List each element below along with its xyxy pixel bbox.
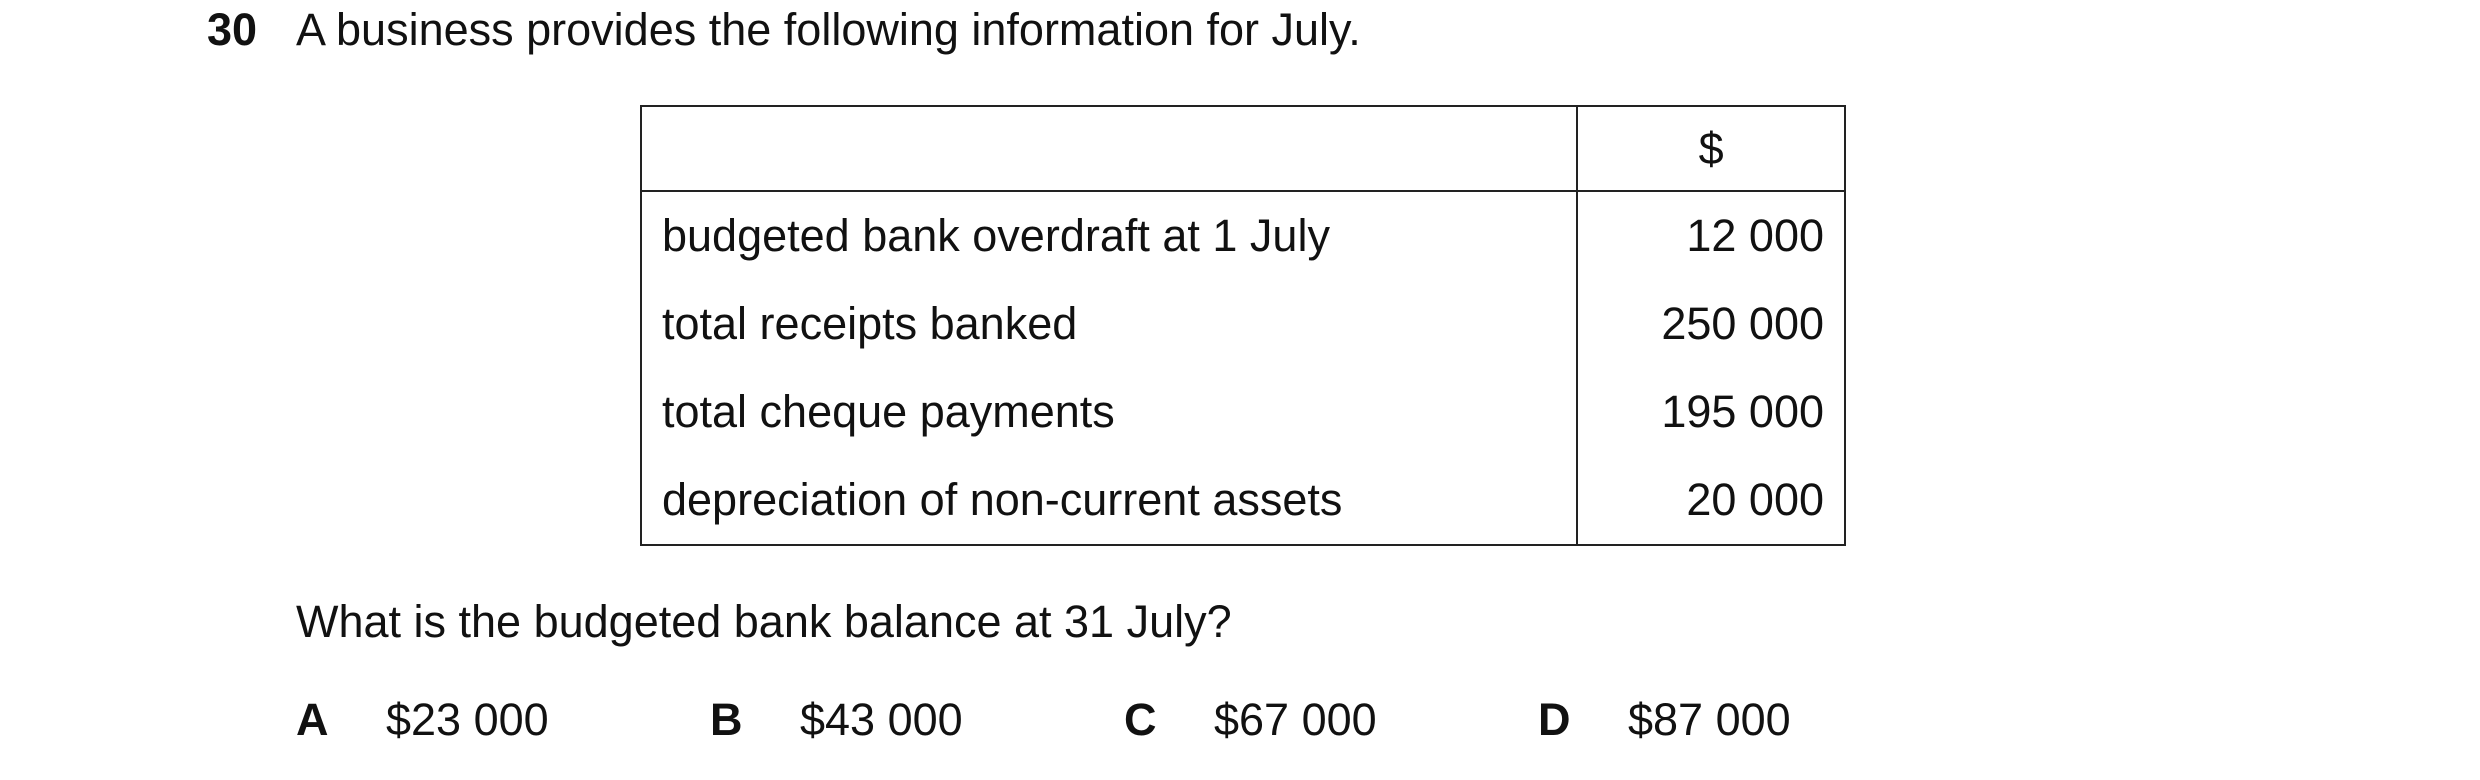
option-a[interactable]	[296, 694, 549, 746]
row-label: budgeted bank overdraft at 1 July	[641, 191, 1577, 280]
row-label: depreciation of non-current assets	[641, 456, 1577, 545]
table-row	[641, 456, 1845, 545]
option-letter: B	[710, 694, 743, 745]
row-amount: 250 000	[1577, 280, 1845, 368]
table-header-row	[641, 106, 1845, 191]
row-amount: 12 000	[1577, 191, 1845, 280]
option-text: $23 000	[386, 694, 549, 745]
option-b[interactable]	[710, 694, 963, 746]
answer-options	[0, 694, 2480, 750]
question-prompt: What is the budgeted bank balance at 31 July?	[296, 596, 1232, 647]
table-row	[641, 191, 1845, 280]
row-label: total cheque payments	[641, 368, 1577, 456]
option-text: $43 000	[800, 694, 963, 745]
table-row	[641, 280, 1845, 368]
question-stem: A business provides the following information for July.	[296, 4, 1361, 55]
table-header-label	[641, 106, 1577, 191]
option-c[interactable]	[1124, 694, 1377, 746]
option-letter: C	[1124, 694, 1157, 745]
row-label: total receipts banked	[641, 280, 1577, 368]
option-d[interactable]	[1538, 694, 1791, 746]
information-table	[640, 105, 1846, 546]
row-amount: 195 000	[1577, 368, 1845, 456]
row-amount: 20 000	[1577, 456, 1845, 545]
question-number: 30	[207, 4, 258, 55]
option-text: $87 000	[1628, 694, 1791, 745]
option-text: $67 000	[1214, 694, 1377, 745]
option-letter: D	[1538, 694, 1571, 745]
table-header-currency: $	[1577, 106, 1845, 191]
table-row	[641, 368, 1845, 456]
option-letter: A	[296, 694, 329, 745]
